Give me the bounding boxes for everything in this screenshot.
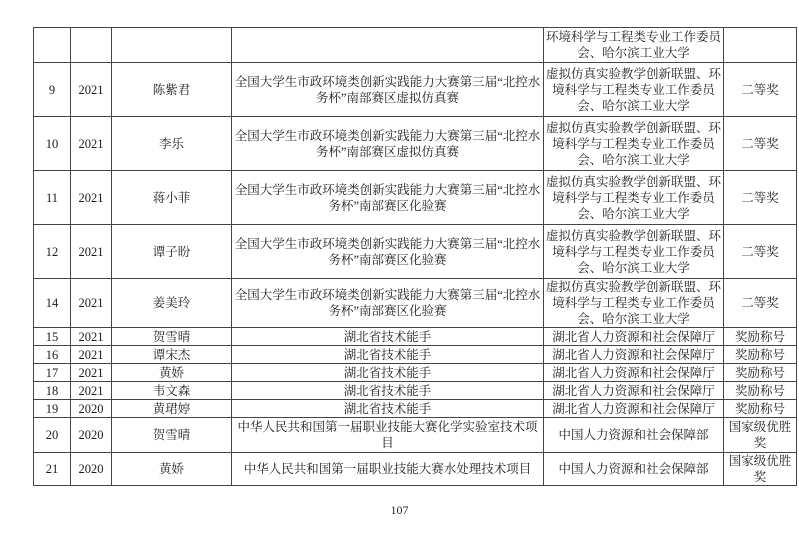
cell-year: 2020 <box>71 418 112 453</box>
cell-no: 15 <box>34 328 71 346</box>
table-row <box>34 382 797 400</box>
cell-no: 11 <box>34 171 71 225</box>
cell-competition: 湖北省技术能手 <box>232 400 544 418</box>
cell-name: 贺雪晴 <box>112 328 232 346</box>
table-row <box>34 328 797 346</box>
cell-award <box>724 28 797 63</box>
cell-award: 二等奖 <box>724 171 797 225</box>
table-row <box>34 418 797 453</box>
cell-year: 2020 <box>71 400 112 418</box>
cell-year: 2021 <box>71 279 112 328</box>
cell-organizer: 虚拟仿真实验教学创新联盟、环境科学与工程类专业工作委员会、哈尔滨工业大学 <box>544 225 724 279</box>
cell-organizer: 湖北省人力资源和社会保障厅 <box>544 364 724 382</box>
cell-year: 2021 <box>71 63 112 117</box>
cell-name: 李乐 <box>112 117 232 171</box>
cell-competition: 全国大学生市政环境类创新实践能力大赛第三届“北控水务杯”南部赛区化验赛 <box>232 279 544 328</box>
cell-name <box>112 28 232 63</box>
table-row <box>34 400 797 418</box>
cell-organizer: 虚拟仿真实验教学创新联盟、环境科学与工程类专业工作委员会、哈尔滨工业大学 <box>544 171 724 225</box>
cell-award: 奖励称号 <box>724 328 797 346</box>
cell-competition: 湖北省技术能手 <box>232 382 544 400</box>
cell-organizer: 中国人力资源和社会保障部 <box>544 418 724 453</box>
cell-organizer: 虚拟仿真实验教学创新联盟、环境科学与工程类专业工作委员会、哈尔滨工业大学 <box>544 63 724 117</box>
cell-organizer: 湖北省人力资源和社会保障厅 <box>544 328 724 346</box>
table-row <box>34 346 797 364</box>
cell-year: 2021 <box>71 117 112 171</box>
cell-year: 2021 <box>71 382 112 400</box>
cell-no: 14 <box>34 279 71 328</box>
cell-competition: 全国大学生市政环境类创新实践能力大赛第三届“北控水务杯”南部赛区虚拟仿真赛 <box>232 63 544 117</box>
cell-no: 9 <box>34 63 71 117</box>
cell-award: 奖励称号 <box>724 346 797 364</box>
cell-competition: 全国大学生市政环境类创新实践能力大赛第三届“北控水务杯”南部赛区化验赛 <box>232 171 544 225</box>
cell-name: 贺雪晴 <box>112 418 232 453</box>
cell-award: 国家级优胜奖 <box>724 418 797 453</box>
cell-organizer: 中国人力资源和社会保障部 <box>544 453 724 486</box>
page-number: 107 <box>390 503 409 517</box>
cell-year: 2021 <box>71 328 112 346</box>
cell-organizer: 湖北省人力资源和社会保障厅 <box>544 382 724 400</box>
cell-organizer: 虚拟仿真实验教学创新联盟、环境科学与工程类专业工作委员会、哈尔滨工业大学 <box>544 117 724 171</box>
cell-competition: 中华人民共和国第一届职业技能大赛水处理技术项目 <box>232 453 544 486</box>
cell-competition: 湖北省技术能手 <box>232 328 544 346</box>
cell-name: 韦文森 <box>112 382 232 400</box>
cell-year: 2021 <box>71 346 112 364</box>
cell-name: 谭宋杰 <box>112 346 232 364</box>
cell-no: 10 <box>34 117 71 171</box>
cell-award: 奖励称号 <box>724 400 797 418</box>
cell-competition: 全国大学生市政环境类创新实践能力大赛第三届“北控水务杯”南部赛区虚拟仿真赛 <box>232 117 544 171</box>
cell-name: 谭子盼 <box>112 225 232 279</box>
table-row <box>34 28 797 63</box>
cell-competition: 湖北省技术能手 <box>232 346 544 364</box>
cell-year: 2021 <box>71 225 112 279</box>
cell-competition <box>232 28 544 63</box>
cell-year: 2021 <box>71 171 112 225</box>
table-row <box>34 279 797 328</box>
cell-year: 2020 <box>71 453 112 486</box>
cell-no: 16 <box>34 346 71 364</box>
cell-name: 黄娇 <box>112 364 232 382</box>
cell-award: 二等奖 <box>724 63 797 117</box>
cell-year <box>71 28 112 63</box>
cell-name: 黄娇 <box>112 453 232 486</box>
cell-organizer: 湖北省人力资源和社会保障厅 <box>544 346 724 364</box>
awards-table <box>33 27 797 486</box>
cell-name: 姜美玲 <box>112 279 232 328</box>
cell-award: 二等奖 <box>724 117 797 171</box>
cell-competition: 湖北省技术能手 <box>232 364 544 382</box>
table-row <box>34 171 797 225</box>
cell-organizer: 环境科学与工程类专业工作委员会、哈尔滨工业大学 <box>544 28 724 63</box>
cell-award: 奖励称号 <box>724 364 797 382</box>
table-row <box>34 117 797 171</box>
cell-no: 12 <box>34 225 71 279</box>
cell-no: 21 <box>34 453 71 486</box>
table-row <box>34 63 797 117</box>
cell-award: 二等奖 <box>724 279 797 328</box>
cell-competition: 中华人民共和国第一届职业技能大赛化学实验室技术项目 <box>232 418 544 453</box>
table-row <box>34 364 797 382</box>
cell-no: 20 <box>34 418 71 453</box>
cell-competition: 全国大学生市政环境类创新实践能力大赛第三届“北控水务杯”南部赛区化验赛 <box>232 225 544 279</box>
cell-name: 陈紫君 <box>112 63 232 117</box>
cell-name: 蒋小菲 <box>112 171 232 225</box>
cell-award: 奖励称号 <box>724 382 797 400</box>
cell-award: 国家级优胜奖 <box>724 453 797 486</box>
table-row <box>34 453 797 486</box>
cell-organizer: 虚拟仿真实验教学创新联盟、环境科学与工程类专业工作委员会、哈尔滨工业大学 <box>544 279 724 328</box>
table-row <box>34 225 797 279</box>
cell-award: 二等奖 <box>724 225 797 279</box>
cell-no: 19 <box>34 400 71 418</box>
cell-name: 黄珺婷 <box>112 400 232 418</box>
cell-no <box>34 28 71 63</box>
cell-no: 17 <box>34 364 71 382</box>
cell-no: 18 <box>34 382 71 400</box>
cell-year: 2021 <box>71 364 112 382</box>
cell-organizer: 湖北省人力资源和社会保障厅 <box>544 400 724 418</box>
